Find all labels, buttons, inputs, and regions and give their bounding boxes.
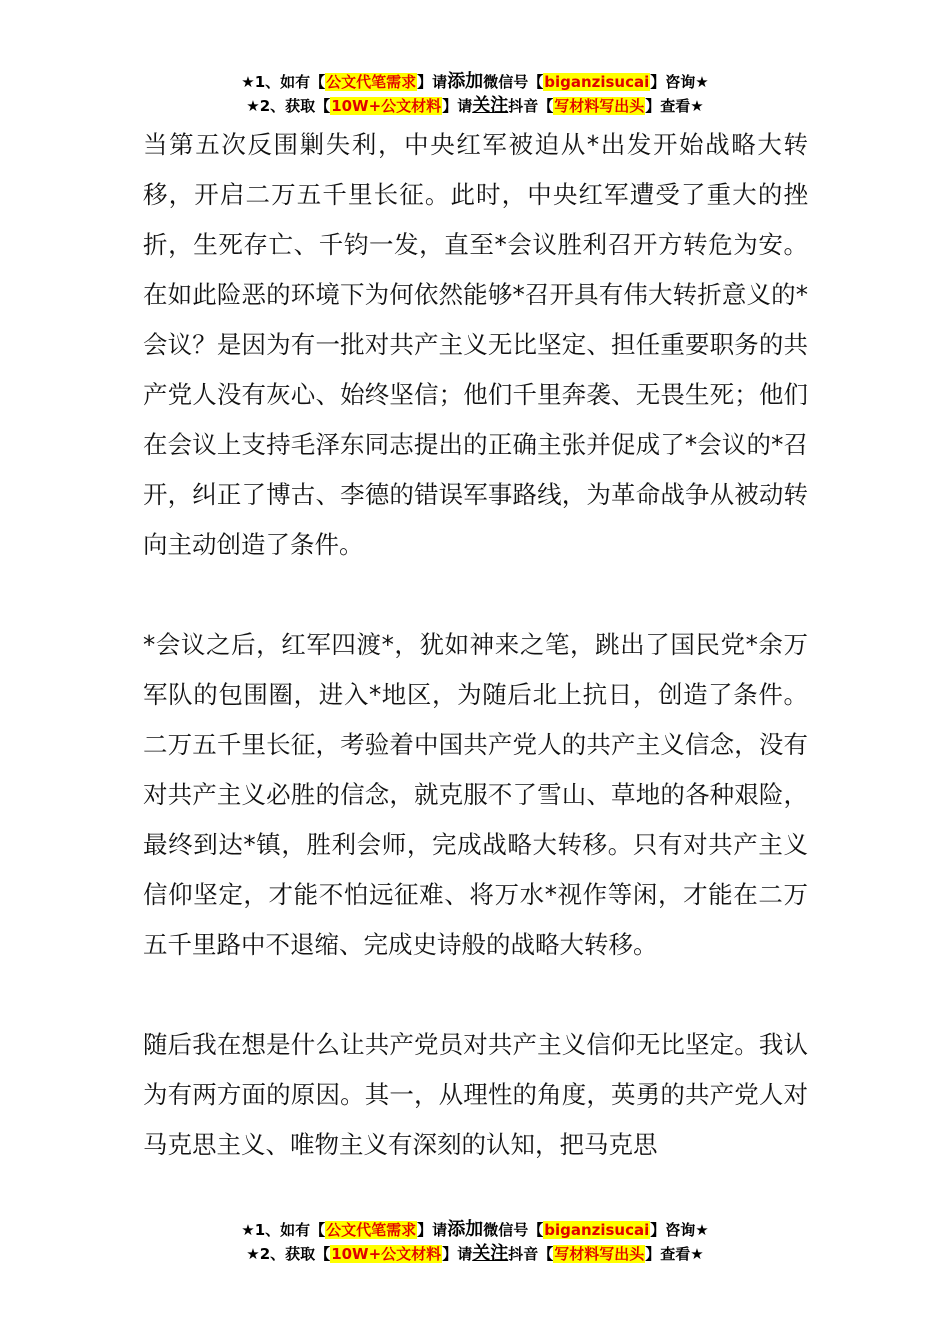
paragraph-spacer xyxy=(143,570,808,620)
footer-banner xyxy=(0,1218,950,1266)
banner-text: ★1、如有【 xyxy=(241,1221,326,1239)
paragraph-3: 随后我在想是什么让共产党员对共产主义信仰无比坚定。我认为有两方面的原因。其一，从理性的角度，英勇的共产党人对马克思主义、唯物主义有深刻的认知，把马克思 xyxy=(143,1030,808,1159)
banner-line-2 xyxy=(0,94,950,118)
banner-line-1 xyxy=(0,1218,950,1242)
wechat-id: biganzisucai xyxy=(544,1221,650,1239)
douyin-id: 写材料写出头 xyxy=(554,97,645,115)
emphasis-text: 添加 xyxy=(447,1219,484,1240)
douyin-id: 写材料写出头 xyxy=(554,1245,645,1263)
emphasis-text: 关注 xyxy=(472,1243,509,1264)
banner-text: 微信号【 xyxy=(483,1221,544,1239)
banner-text: 】请 xyxy=(442,97,473,115)
banner-text: 抖音【 xyxy=(508,97,554,115)
highlight-text: 10W+公文材料 xyxy=(331,97,442,115)
wechat-id: biganzisucai xyxy=(544,73,650,91)
highlight-text: 公文代笔需求 xyxy=(326,73,417,91)
highlight-text: 10W+公文材料 xyxy=(331,1245,442,1263)
banner-text: 】咨询★ xyxy=(650,73,709,91)
paragraph-spacer xyxy=(143,970,808,1020)
banner-text: 抖音【 xyxy=(508,1245,554,1263)
banner-text: 】请 xyxy=(442,1245,473,1263)
paragraph-2: *会议之后，红军四渡*，犹如神来之笔，跳出了国民党*余万军队的包围圈，进入*地区，为随后北上抗日，创造了条件。二万五千里长征，考验着中国共产党人的共产主义信念，没有对共产主义必胜的信念，就克服不了雪山、草地的各种艰险，最终到达*镇，胜利会师，完成战略大转移。只有对共产主义信仰坚定，才能不怕远征难、将万水*视作等闲，才能在二万五千里路中不退缩、完成史诗般的战略大转移。 xyxy=(143,630,808,959)
banner-text: ★1、如有【 xyxy=(241,73,326,91)
banner-text: 】查看★ xyxy=(645,97,704,115)
banner-line-2 xyxy=(0,1242,950,1266)
banner-text: ★2、获取【 xyxy=(246,97,331,115)
banner-line-1 xyxy=(0,70,950,94)
document-body xyxy=(143,120,808,1170)
banner-text: ★2、获取【 xyxy=(246,1245,331,1263)
paragraph-1: 当第五次反围剿失利，中央红军被迫从*出发开始战略大转移，开启二万五千里长征。此时，中央红军遭受了重大的挫折，生死存亡、千钧一发，直至*会议胜利召开方转危为安。在如此险恶的环境下为何依然能够*召开具有伟大转折意义的*会议？是因为有一批对共产主义无比坚定、担任重要职务的共产党人没有灰心、始终坚信；他们千里奔袭、无畏生死；他们在会议上支持毛泽东同志提出的正确主张并促成了*会议的*召开，纠正了博古、李德的错误军事路线，为革命战争从被动转向主动创造了条件。 xyxy=(143,130,808,559)
banner-text: 】请 xyxy=(417,73,448,91)
header-banner xyxy=(0,70,950,118)
emphasis-text: 添加 xyxy=(447,71,484,92)
banner-text: 】咨询★ xyxy=(650,1221,709,1239)
emphasis-text: 关注 xyxy=(472,95,509,116)
highlight-text: 公文代笔需求 xyxy=(326,1221,417,1239)
banner-text: 微信号【 xyxy=(483,73,544,91)
banner-text: 】请 xyxy=(417,1221,448,1239)
banner-text: 】查看★ xyxy=(645,1245,704,1263)
